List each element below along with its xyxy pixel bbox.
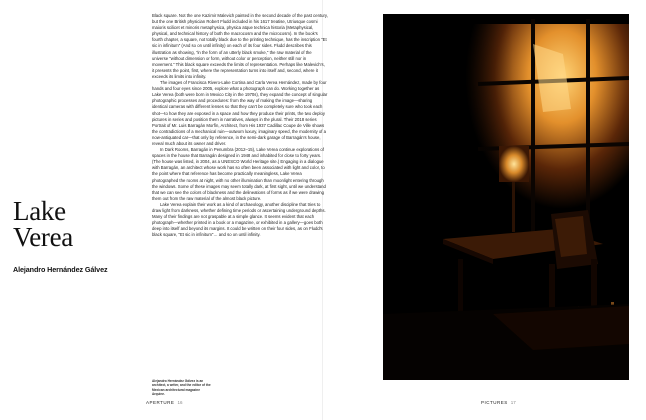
body-paragraph-3: In Dark Rooms, Barragán in Penumbra (2012–15), Lake Verea continue explorations of spaces in the house that Barragán designed in 1948 and inhabited for close to forty years. (The house was listed, in 2004, as a UNESCO World Heritage site.) Engaging in a dialogue with Barragán, an architect whose work has so often been associated with light and color, to the point where that reference has become practically meaningless, Lake Verea photographed the rooms at night, with no other illumination than moonlight entering through the windows. Some of these images may seem totally dark, at first sight, until we understand that we can see the colors of blackness and the delineations of forms as if we were drawing them out from the raw material of the almost black picture. (152, 147, 326, 201)
body-text-column (152, 13, 328, 238)
dark-room-photograph (383, 14, 629, 380)
folio-left-page: 16 (177, 400, 183, 405)
body-paragraph-2: The images of Francisca Rivero-Lake Cortina and Carla Verea Hernández, made by four hands and four eyes since 2005, explore what a photograph can do. Working together as Lake Verea (both were born in Mexico City in the 1970s), they expand the concept of singular photographic processes and procedures: from the way of making the image—sharing identical cameras with different lenses so that they can't be completely sure who took each shot—to how they are exposed in a space and how they produce their prints, the two deploy pictures in series and position them in narratives, always in the plural. Their 2018 series Portrait of Mr. Luis Barragán Morfín, Architect, from His 1937 Cadillac Coupe de Ville shows the contradictions of a mechanical ruin—outworn luxury, imaginary speed, the modernity of a now-antiquated car—that only by reference, in the semi-dark garage of Barragán's house, reveal much about its owner and driver. (152, 80, 328, 146)
author-byline: Alejandro Hernández Gálvez (13, 265, 108, 274)
title-line-1: Lake (13, 196, 66, 226)
folio-left (146, 400, 182, 405)
photograph-image (383, 14, 629, 380)
folio-right-page: 17 (510, 400, 516, 405)
folio-left-label: APERTURE (146, 400, 175, 405)
body-paragraph-4: Lake Verea explain their work as a kind of archaeology, another discipline that tries to draw light from darkness, whether defining time periods or ascertaining underground depths. Many of their findings are not graspable at a simple glance. It seems evident that each photograph—whether printed in a book or a magazine, or exhibited in a gallery—goes both deep into itself and beyond its margins. It could be written on their four sides, as on Fludd's black square, "Et sic in infinitum"… and so on until infinity. (152, 201, 326, 238)
author-bio-caption: Alejandro Hernández Gálvez is an architect, a writer, and the editor of the Mexican architectural magazine Arquine. (152, 379, 211, 396)
body-paragraph-1: Black square. Not the one Kazimir Malevich painted in the second decade of the past century, but the one British physician Robert Fludd included in his 1617 treatise, Utriusque cosmi maioris scilicet et minoris metaphysica, physica atque technica historia (Metaphysical, physical, and technical history of both the macrocosm and the microcosm). In the book's fourth chapter, a square, not totally black due to the printing technique, has the inscription "Et sic in infinitum" (And so on until infinity) on each of its four sides. Fludd describes this illustration as showing, "in the form of an utterly black smoke," the raw material of the universe "without dimension or form, without color or perception, neither still nor in movement." This black square exceeds the limits of representation. Perhaps like Malevich's, it presents the point, first, where the representation turns into itself and, second, where it exceeds its limits into infinity. (152, 13, 328, 79)
folio-right (481, 400, 516, 405)
lamp-shade (499, 146, 529, 182)
article-title (13, 198, 73, 250)
title-line-2: Verea (13, 222, 73, 252)
folio-right-label: PICTURES (481, 400, 508, 405)
